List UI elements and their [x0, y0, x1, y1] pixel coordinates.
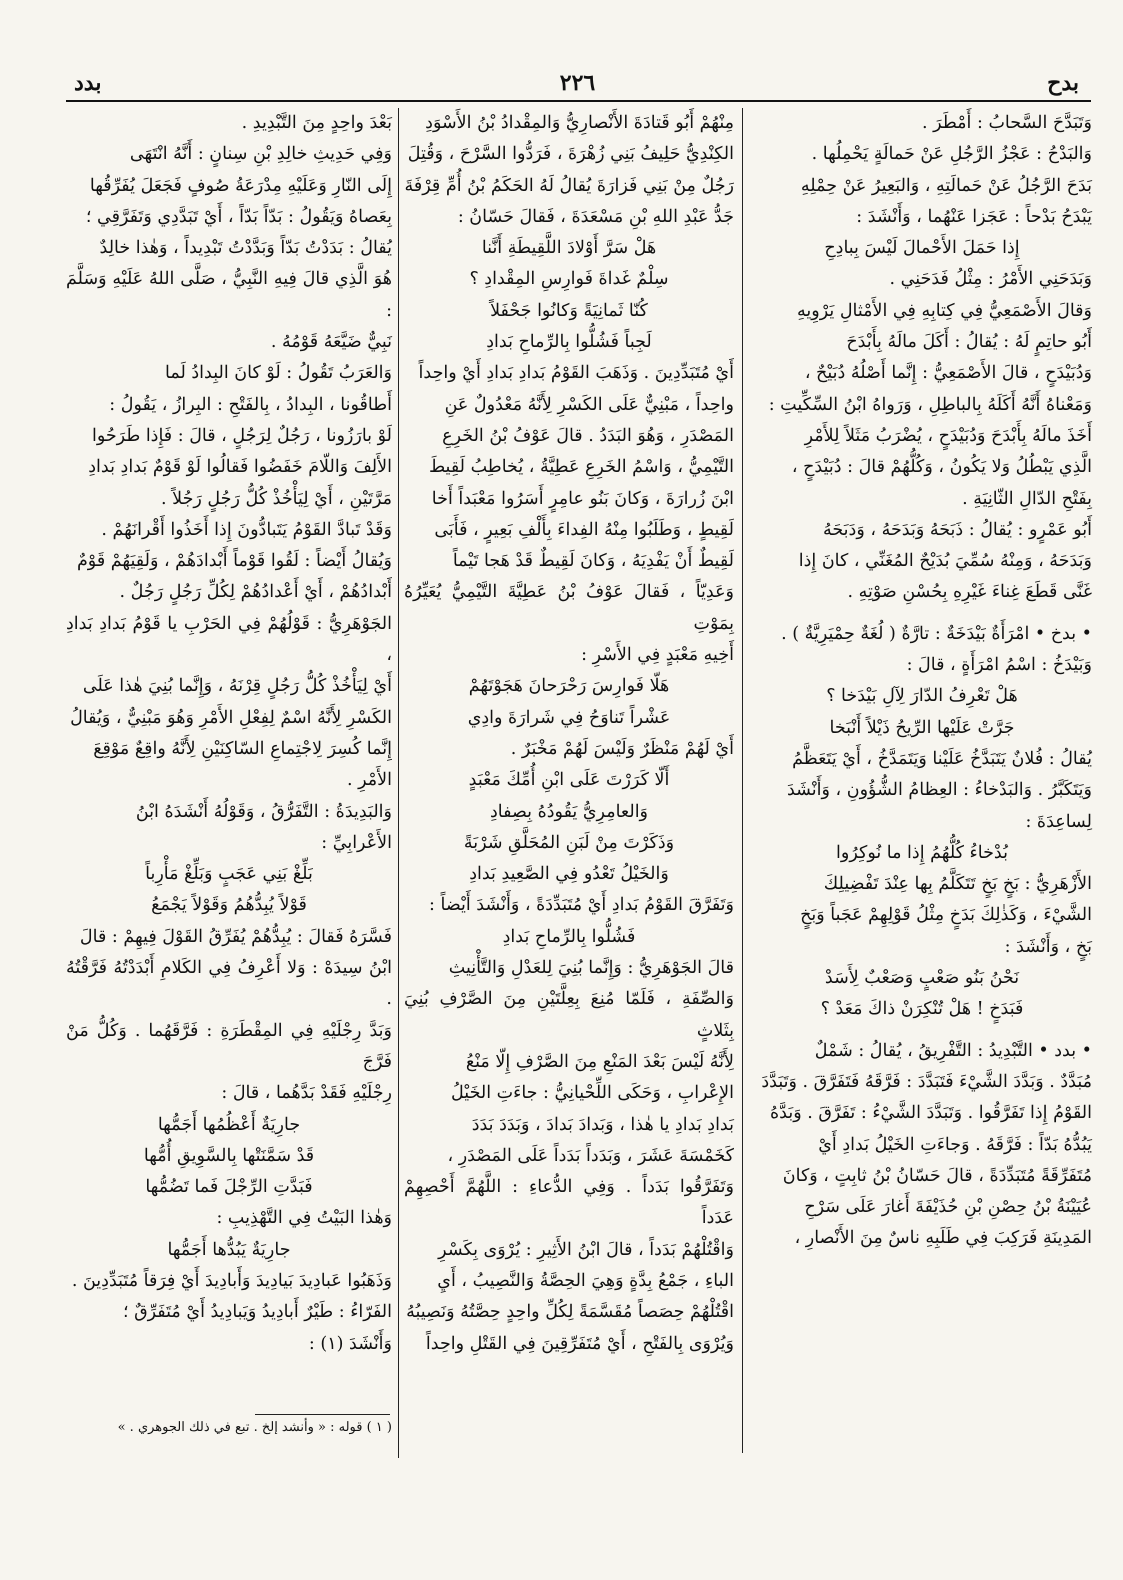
text-line: وَيُرْوَى بِالفَتْحِ ، أَيْ مُتَفَرِّقِينَ فِي القَتْلِ واحِداً [425, 1333, 734, 1354]
text-line: وَيُقالُ أَيْضاً : لَقُوا قَوْماً أَبْدادَهُمْ ، وَلَقِيَهُمْ قَوْمٌ [76, 551, 392, 572]
text-line: أَيْ لَهُمْ مَنْظَرٌ وَلَيْسَ لَهُمْ مَخْبَرٌ . [510, 738, 734, 759]
header-rule [66, 100, 1091, 102]
text-line: اقْتُلْهُمْ حِصَصاً مُقَسَّمَةً لِكُلِّ واحِدٍ حِصَّتُهُ وَنَصِيبُهُ [406, 1302, 734, 1323]
text-line: إِنَّما كُسِرَ لِاجْتِماعِ السّاكِنَيْنِ لِأَنَّهُ واقِعٌ مَوْقِعَ [93, 738, 392, 759]
text-line: الباءِ ، جَمْعُ بِدَّةٍ وَهِيَ الحِصَّةُ وَالنَّصِيبُ ، أَيِ [437, 1270, 734, 1291]
text-line: أَبُو حاتِمٍ لَهُ : يُقالُ : أَكَلَ مالَهُ بِأَبْدَحَ [846, 332, 1092, 353]
text-line: وَالعَرَبُ تَقُولُ : لَوْ كانَ البِدادُ لَما [165, 363, 392, 384]
text-line: وَهٰذا البَيْتُ فِي التَّهْذِيبِ : [216, 1208, 392, 1229]
text-line: أَخِيهِ مَعْبَدٍ فِي الأَسْرِ : [581, 645, 734, 666]
text-line: أَخَذَ مالَهُ بِأَبْدَحَ وَدُبَيْدَحٍ ، يُضْرَبُ مَثَلاً لِلأَمْرِ [804, 425, 1092, 446]
footnote-rule [255, 1414, 390, 1415]
text-line: بَعْدَ واحِدٍ مِنَ التَّبْدِيدِ . [241, 113, 392, 133]
text-line: أَيْ لِيَأْخُذْ كُلُّ رَجُلٍ قِرْنَهُ ، وَإِنَّما بُنِيَ هٰذا عَلَى [82, 676, 392, 697]
text-line: غَنَّى قَطَعَ غِناءَ غَيْرِهِ بِحُسْنِ صَوْتِهِ . [847, 582, 1092, 603]
text-line: عُيَيْنَةُ بْنُ حِصْنِ بْنِ حُذَيْفَةَ أَغارَ عَلَى سَرْحِ [804, 1197, 1092, 1218]
text-line: إِلَى النّارِ وَعَلَيْهِ مِدْرَعَةُ صُوفٍ فَجَعَلَ يُفَرِّقُها [89, 175, 392, 196]
text-line: رِجْلَيْهِ فَقَدْ بَدَّهُما ، قالَ : [221, 1083, 392, 1104]
verse-line: جارِيَةٌ أَعْظُمُها أَجَمُّها [157, 1114, 301, 1135]
text-line: وَبَدَحَهُ ، وَمِنْهُ سُمِّيَ بُدَيْحٌ المُغَنِّي ، كانَ إِذا [798, 551, 1092, 572]
verse-line: فَبَدَخٍ ! هَلْ تُنْكِرَنْ ذاكَ مَعَدْ ؟ [820, 999, 1024, 1020]
verse-line: قَدْ سَمَّنَتْها بِالسَّوِيقِ أُمُّها [143, 1145, 315, 1166]
header-right-headword: بدح [1047, 70, 1079, 96]
column-left [66, 108, 392, 1378]
text-line: يَبُدُّهُ بَدّاً : فَرَّقَهُ . وَجاءَتِ الخَيْلُ بَدادِ أَيْ [818, 1134, 1092, 1155]
verse-line: سِلْمٌ غَداةَ فَوارِسِ المِقْدادِ ؟ [469, 269, 669, 290]
text-line: مَرَّتَيْنِ ، أَيْ لِيَأْخُذْ كُلُّ رَجُلٍ رَجُلاً . [161, 488, 392, 509]
text-line: وَاقْتُلْهُمْ بَدَداً ، قالَ ابْنُ الأَثِيرِ : يُرْوَى بِكَسْرِ [438, 1239, 734, 1260]
text-line: بِعَصاهُ وَيَقُولُ : بَدّاً بَدّاً ، أَيْ تَبَدَّدِي وَتَفَرَّقِي ؛ [85, 206, 392, 227]
verse-line: كُنّا ثَمانِيَةً وَكانُوا جَحْفَلاً [490, 300, 648, 321]
text-line: بَدَحَ الرَّجُلُ عَنْ حَمالَتِهِ ، وَالبَعِيرُ عَنْ حِمْلِهِ [800, 175, 1092, 196]
text-line: وَذَهَبُوا عَبادِيدَ بَيادِيدَ وَأَبادِيدَ أَيْ فِرَقاً مُتَبَدِّدِينَ . [71, 1270, 392, 1291]
header-left-headword: بدد [74, 70, 102, 96]
page-header [68, 70, 1087, 100]
text-line: بَدادِ بَدادِ يا هٰذا ، وَبَدادَ بَدادَ ، وَبَدَدَ بَدَدَ [471, 1114, 734, 1135]
text-line: وَقالَ الأَصْمَعِيُّ فِي كِتابِهِ فِي الأَمْثالِ يَرْوِيهِ [797, 300, 1092, 321]
verse-line: لَجِباً فَشُلُّوا بِالرِّماحِ بَدادِ [486, 332, 652, 353]
verse-line: هَلّا فَوارِسَ رَحْرَحانَ هَجَوْتَهُمْ [468, 676, 670, 697]
text-line: أَبْدادُهُمْ ، أَيْ أَعْدادُهُمْ لِكُلِّ رَجُلٍ رَجُلٌ . [119, 582, 392, 603]
text-line: القَوْمُ إِذا تَفَرَّقُوا . وَتَبَدَّدَ الشَّيْءُ : تَفَرَّقَ . وَبَدَّهُ [769, 1103, 1092, 1124]
entry-heading-badakh: • بدخ • امْرَأَةٌ بَيْدَخَةٌ : تارَّةٌ ( لُغَةٌ حِمْيَرِيَّةٌ ) . [781, 623, 1092, 644]
text-line: المَدِينَةِ فَرَكِبَ فِي طَلَبِهِ ناسٌ مِنَ الأَنْصارِ ، [794, 1228, 1092, 1249]
text-line: وَالبَدْحُ : عَجْزُ الرَّجُلِ عَنْ حَمالَةٍ يَحْمِلُها . [811, 144, 1092, 165]
verse-line: جَرَّتْ عَلَيْها الرِّيحُ ذَيْلاً أَنْبَخا [829, 717, 1015, 738]
text-line: وَتَفَرَّقَ القَوْمُ بَدادِ أَيْ مُتَبَدِّدَةً ، وَأَنْشَدَ أَيْضاً : [429, 895, 734, 916]
verse-line: جارِيَةٌ يَبُدُّها أَجَمُّها [167, 1239, 291, 1260]
text-line: الفَرّاءُ : طَيْرٌ أَبادِيدُ وَيَبادِيدُ أَيْ مُتَفَرِّقٌ ؛ [122, 1302, 392, 1323]
text-line: لَقِيطٍ ، وَطَلَبُوا مِنْهُ الفِداءَ بِأَلْفِ بَعِيرٍ ، فَأَبَى [434, 519, 734, 540]
text-line: يُقالُ : فُلانٌ يَتَبَدَّخُ عَلَيْنا وَيَتَمَدَّخُ ، أَيْ يَتَعَظَّمُ [792, 748, 1092, 769]
text-line: أَيْ مُتَبَدِّدِينَ . وَذَهَبَ القَوْمُ بَدادِ بَدادِ أَيْ واحِداً [418, 363, 734, 384]
text-line: الأَعْرابِيِّ : [321, 832, 392, 853]
text-line: أَبُو عَمْرٍو : يُقالُ : ذَبَحَهُ وَبَدَحَهُ ، وَدَبَحَهُ [823, 519, 1092, 540]
text-line: وَعَدِيّاً ، فَقالَ عَوْفُ بْنُ عَطِيَّةَ التَّيْمِيُّ يُعَيِّرُهُ بِمَوْتِ [404, 582, 734, 634]
entry-heading-badad: • بدد • التَّبْدِيدُ : التَّفْرِيقُ ، يُقالُ : شَمْلٌ [814, 1040, 1092, 1061]
text-line: لَوْ بارَزُونا ، رَجُلٌ لِرَجُلٍ ، قالَ : فَإِذا طَرَحُوا [91, 425, 392, 446]
text-line: وَأَنْشَدَ (١) : [308, 1333, 392, 1354]
text-line: واحِداً ، مَبْنِيٌّ عَلَى الكَسْرِ لِأَنَّهُ مَعْدُولٌ عَنِ [444, 394, 734, 415]
text-line: وَتَفَرَّقُوا بَدَداً . وَفِي الدُّعاءِ : اللَّهُمَّ أَحْصِهِمْ عَدَداً [404, 1177, 734, 1229]
verse-line: فَشُلُّوا بِالرِّماحِ بَدادِ [502, 926, 636, 947]
text-line: بَخٍ ، وَأَنْشَدَ : [1004, 936, 1092, 957]
verse-line: قَوْلاً يُبِدُّهُمُ وَقَوْلاً يَجْمَعُ [151, 895, 307, 916]
verse-line: عَشْراً تَناوَحُ فِي شَرارَةَ وادِي [467, 707, 671, 728]
text-line: وَالبَدِيدَةُ : التَّفَرُّقُ ، وَقَوْلُهُ أَنْشَدَهُ ابْنُ [135, 801, 392, 822]
text-line: لِأَنَّهُ لَيْسَ بَعْدَ المَنْعِ مِنَ الصَّرْفِ إِلّا مَنْعُ [465, 1051, 734, 1072]
text-line: وَقَدْ تَبادَّ القَوْمُ يَتَبادُّونَ إِذا أَخَذُوا أَقْرانَهُمْ . [101, 519, 392, 540]
text-line: وَدُبَيْدَحٍ ، قالَ الأَصْمَعِيُّ : إِنَّما أَصْلُهُ دُبَيْحٌ ، [804, 363, 1092, 384]
column-middle [404, 108, 734, 1458]
column-divider [742, 108, 743, 1453]
verse-line: وَالخَيْلُ تَعْدُو فِي الصَّعِيدِ بَدادِ [469, 864, 669, 885]
verse-line: بُدْخاءُ كُلُّهُمُ إِذا ما نُوكِرُوا [836, 842, 1008, 863]
text-line: مُبَدَّدٌ . وَبَدَّدَ الشَّيْءَ فَتَبَدَّدَ : فَرَّقَهُ فَتَفَرَّقَ . وَتَبَدَّدَ [761, 1071, 1092, 1092]
text-line: الجَوْهَرِيُّ : قَوْلُهُمْ فِي الحَرْبِ يا قَوْمُ بَدادِ بَدادِ ، [66, 613, 392, 666]
text-line: مُتَفَرِّقَةً مُتَبَدِّدَةً ، قالَ حَسّانُ بْنُ ثابِتٍ ، وَكانَ [782, 1165, 1092, 1186]
verse-line: هَلْ سَرَّ أَوْلادَ اللَّقِيطَةِ أَنَّنا [481, 238, 657, 259]
text-line: هُوَ الَّذِي قالَ فِيهِ النَّبِيُّ ، صَلَّى اللهُ عَلَيْهِ وَسَلَّمَ : [66, 269, 392, 321]
text-line: الَّذِي يَبْطُلُ وَلا يَكُونُ ، وَكُلُّهُمْ قالَ : دُبَيْدَحٍ ، [791, 457, 1092, 478]
text-line: ابْنَ زُرارَةَ ، وَكانَ بَنُو عامِرٍ أَسَرُوا مَعْبَداً أَخا [431, 488, 734, 509]
text-line: نَبِيٌّ ضَيَّعَهُ قَوْمُهُ . [270, 332, 392, 353]
verse-line: وَالعامِرِيُّ يَقُودُهُ بِصِفادِ [489, 801, 649, 822]
text-line: يَبْدَحُ بَدْحاً : عَجَزا عَنْهُما ، وَأَنْشَدَ : [856, 206, 1092, 227]
text-line: أَطاقُونا ، البِدادُ ، بِالفَتْحِ : البِرازُ ، يَقُولُ : [109, 394, 392, 415]
text-line: كَخَمْسَةَ عَشَرَ ، وَبَدَداً بَدَداً عَلَى المَصْدَرِ ، [447, 1145, 734, 1166]
column-divider [398, 108, 399, 1458]
footnote: ( ١ ) قوله : « وأنشد إلخ . تبع في ذلك الجوهري . » [117, 1420, 392, 1435]
verse-line: فَبَدَّتِ الرِّجْلَ فَما تَضُمُّها [145, 1177, 313, 1198]
page-number: ٢٢٦ [559, 70, 596, 96]
verse-line: إِذا حَمَلَ الأَحْمالَ لَيْسَ بِبادِحِ [824, 238, 1020, 259]
verse-line: هَلْ تَعْرِفُ الدّارَ لِآلِ بَيْدَخا ؟ [826, 686, 1018, 707]
text-line: مِنْهُمْ أَبُو قَتادَةَ الأَنْصارِيُّ وَالمِقْدادُ بْنُ الأَسْوَدِ [425, 113, 734, 133]
text-line: ابْنُ سِيدَهْ : وَلا أَعْرِفُ فِي الكَلامِ أَبْدَدْتُهُ فَرَّقْتُهُ . [66, 958, 392, 1010]
text-line: يُقالُ : بَدَدْتُ بَدّاً وَبَدَّدْتُ تَبْدِيداً ، وَهٰذا خالِدٌ [99, 238, 392, 259]
text-line: رَجُلٌ مِنْ بَنِي فَزارَةَ يُقالُ لَهُ الحَكَمُ بْنُ أُمِّ قِرْفَةَ [404, 175, 734, 196]
text-line: لِساعِدَةَ : [1025, 811, 1092, 832]
text-line: الشَّيْءَ ، وَكَذٰلِكَ بَدَخٍ مِثْلُ قَوْلِهِمْ عَجَباً وَبَخٍ [800, 905, 1092, 926]
text-line: وَفِي حَدِيثِ خالِدِ بْنِ سِنانٍ : أَنَّهُ انْتَهَى [129, 144, 392, 165]
text-line: بِفَتْحِ الدّالِ الثّانِيَةِ . [962, 488, 1092, 509]
text-line: جَدُّ عَبْدِ اللهِ بْنِ مَسْعَدَةَ ، فَقالَ حَسّانُ : [457, 206, 734, 227]
text-line: وَمَعْناهُ أَنَّهُ أَكَلَهُ بِالباطِلِ ، وَرَواهُ ابْنُ السِّكِّيتِ : [768, 394, 1092, 415]
verse-line: نَحْنُ بَنُو صَعْبٍ وَصَعْبٌ لِأَسَدْ [824, 968, 1020, 989]
text-line: المَصْدَرِ ، وَهُوَ البَدَدُ . قالَ عَوْفُ بْنُ الخَرِعِ [442, 425, 734, 446]
text-line: الإِعْرابِ ، وَحَكَى اللِّحْيانِيُّ : جاءَتِ الخَيْلُ [451, 1083, 734, 1104]
text-line: قالَ الجَوْهَرِيُّ : وَإِنَّما بُنِيَ لِلعَدْلِ وَالتَّأْنِيثِ [448, 958, 734, 979]
text-line: الأَمْرِ . [347, 770, 392, 791]
verse-line: بَلِّغْ بَنِي عَجَبٍ وَبَلِّغْ مَأْرِباً [145, 864, 313, 885]
text-line: وَتَبَدَّحَ السَّحابُ : أَمْطَرَ . [922, 113, 1092, 133]
text-line: الأَزْهَرِيُّ : بَخٍ بَخٍ تَتَكَلَّمُ بِها عِنْدَ تَفْضِيلِكَ [823, 874, 1092, 895]
text-line: الكِنْدِيُّ حَلِيفُ بَنِي زُهْرَةَ ، فَرَدُّوا السَّرْحَ ، وَقُتِلَ [407, 144, 734, 165]
text-line: وَيَتَكَبَّرُ . وَالبَدْخاءُ : العِظامُ الشُّؤُونِ ، وَأَنْشَدَ [786, 780, 1092, 801]
verse-line: أَلّا كَرَرْتَ عَلَى ابْنِ أُمِّكَ مَعْبَدٍ [468, 770, 670, 791]
column-right [752, 108, 1092, 1453]
text-line: الكَسْرِ لِأَنَّهُ اسْمٌ لِفِعْلِ الأَمْرِ وَهُوَ مَبْنِيٌّ ، وَيُقالُ [70, 707, 392, 728]
verse-line: وَذَكَرْتَ مِنْ لَبَنِ المُحَلَّقِ شَرْبَةً [463, 832, 675, 853]
text-line: وَبَيْدَخُ : اسْمُ امْرَأَةٍ ، قالَ : [906, 655, 1092, 676]
text-line: لَقِيطٌ أَنْ يَفْدِيَهُ ، وَكانَ لَقِيطٌ قَدْ هَجا تَيْماً [452, 551, 734, 572]
text-line: الأَلِفَ وَاللّامَ خَفَضُوا فَقالُوا لَوْ قَوْمٌ بَدادِ بَدادِ [88, 457, 392, 478]
text-line: وَبَدَحَنِي الأَمْرُ : مِثْلُ فَدَحَنِي . [889, 269, 1092, 290]
text-line: وَالصِّفَةِ ، فَلَمّا مُنِعَ بِعِلَّتَيْنِ مِنَ الصَّرْفِ بُنِيَ بِثَلاثٍ [404, 989, 734, 1041]
text-line: فَسَّرَهُ فَقالَ : يُبِدُّهُمْ يُفَرِّقُ القَوْلَ فِيهِمْ : قالَ [79, 926, 392, 947]
text-line: التَّيْمِيُّ ، وَاسْمُ الخَرِعِ عَطِيَّةُ ، يُخاطِبُ لَقِيطَ [428, 457, 734, 478]
text-line: وَبَدَّ رِجْلَيْهِ فِي المِقْطَرَةِ : فَرَّقَهُما . وَكُلُّ مَنْ فَرَّجَ [66, 1020, 392, 1072]
